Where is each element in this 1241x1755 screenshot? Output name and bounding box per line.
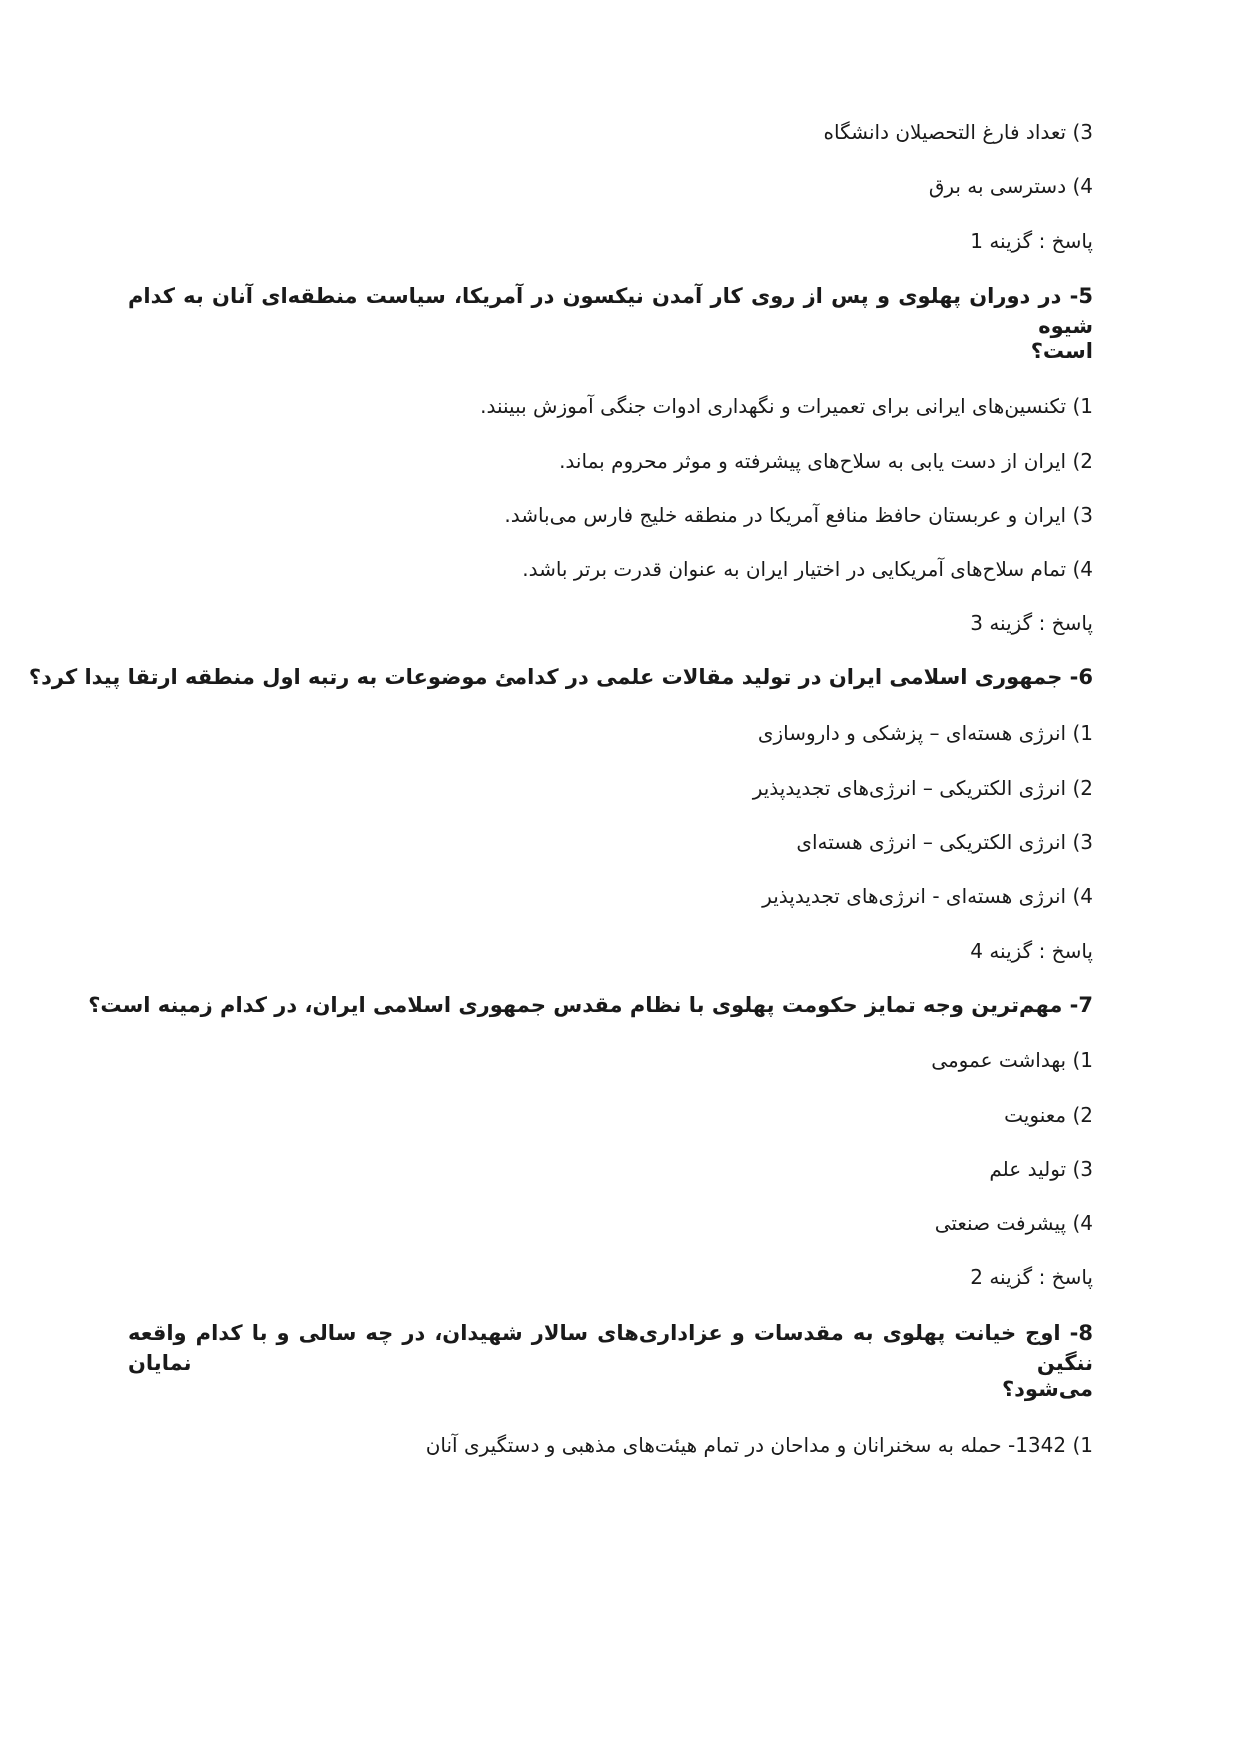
q7-option-3: 3) تولید علم <box>989 1157 1093 1181</box>
q5-option-2: 2) ایران از دست یابی به سلاح‌های پیشرفته و موثر محروم بماند. <box>559 449 1093 473</box>
q5-answer: پاسخ : گزینه 3 <box>970 611 1093 635</box>
q7-option-2: 2) معنویت <box>1004 1103 1093 1127</box>
q6-answer: پاسخ : گزینه 4 <box>970 939 1093 963</box>
q7-answer: پاسخ : گزینه 2 <box>970 1265 1093 1289</box>
q6-title: 6- جمهوری اسلامی ایران در تولید مقالات علمی در کدامئ موضوعات به رتبه اول منطقه ارتقا پیدا کرد؟ <box>28 665 1093 689</box>
q5-option-1: 1) تکنسین‌های ایرانی برای تعمیرات و نگهداری ادوات جنگی آموزش ببینند. <box>480 394 1093 418</box>
q5-option-3: 3) ایران و عربستان حافظ منافع آمریکا در منطقه خلیج فارس می‌باشد. <box>504 503 1093 527</box>
q5-option-4: 4) تمام سلاح‌های آمریکایی در اختیار ایران به عنوان قدرت برتر باشد. <box>522 557 1093 581</box>
q6-option-3: 3) انرژی الکتریکی – انرژی هسته‌ای <box>796 830 1093 854</box>
q7-option-4: 4) پیشرفت صنعتی <box>934 1211 1093 1235</box>
q6-option-4: 4) انرژی هسته‌ای - انرژی‌های تجدیدپذیر <box>762 884 1093 908</box>
q8-title-line-1: 8- اوج خیانت پهلوی به مقدسات و عزاداری‌های سالار شهیدان، در چه سالی و با کدام واقعه ننگین نمایان <box>128 1321 1093 1375</box>
q4-option-4: 4) دسترسی به برق <box>928 174 1093 198</box>
q7-title: 7- مهم‌ترین وجه تمایز حکومت پهلوی با نظام مقدس جمهوری اسلامی ایران، در کدام زمینه است؟ <box>88 993 1093 1017</box>
q7-option-1: 1) بهداشت عمومی <box>931 1048 1093 1072</box>
q5-title-line-1: 5- در دوران پهلوی و پس از روی کار آمدن نیکسون در آمریکا، سیاست منطقه‌ای آنان به کدام شیوه <box>128 284 1093 338</box>
q4-answer: پاسخ : گزینه 1 <box>970 229 1093 253</box>
q8-option-1: 1) 1342- حمله به سخنرانان و مداحان در تمام هیئت‌های مذهبی و دستگیری آنان <box>425 1433 1093 1457</box>
q4-option-3: 3) تعداد فارغ التحصیلان دانشگاه <box>823 120 1093 144</box>
q6-option-1: 1) انرژی هسته‌ای – پزشکی و داروسازی <box>757 721 1093 745</box>
q8-title-line-2: می‌شود؟ <box>1001 1377 1093 1401</box>
q5-title-line-2: است؟ <box>1030 339 1093 363</box>
q6-option-2: 2) انرژی الکتریکی – انرژی‌های تجدیدپذیر <box>752 776 1093 800</box>
